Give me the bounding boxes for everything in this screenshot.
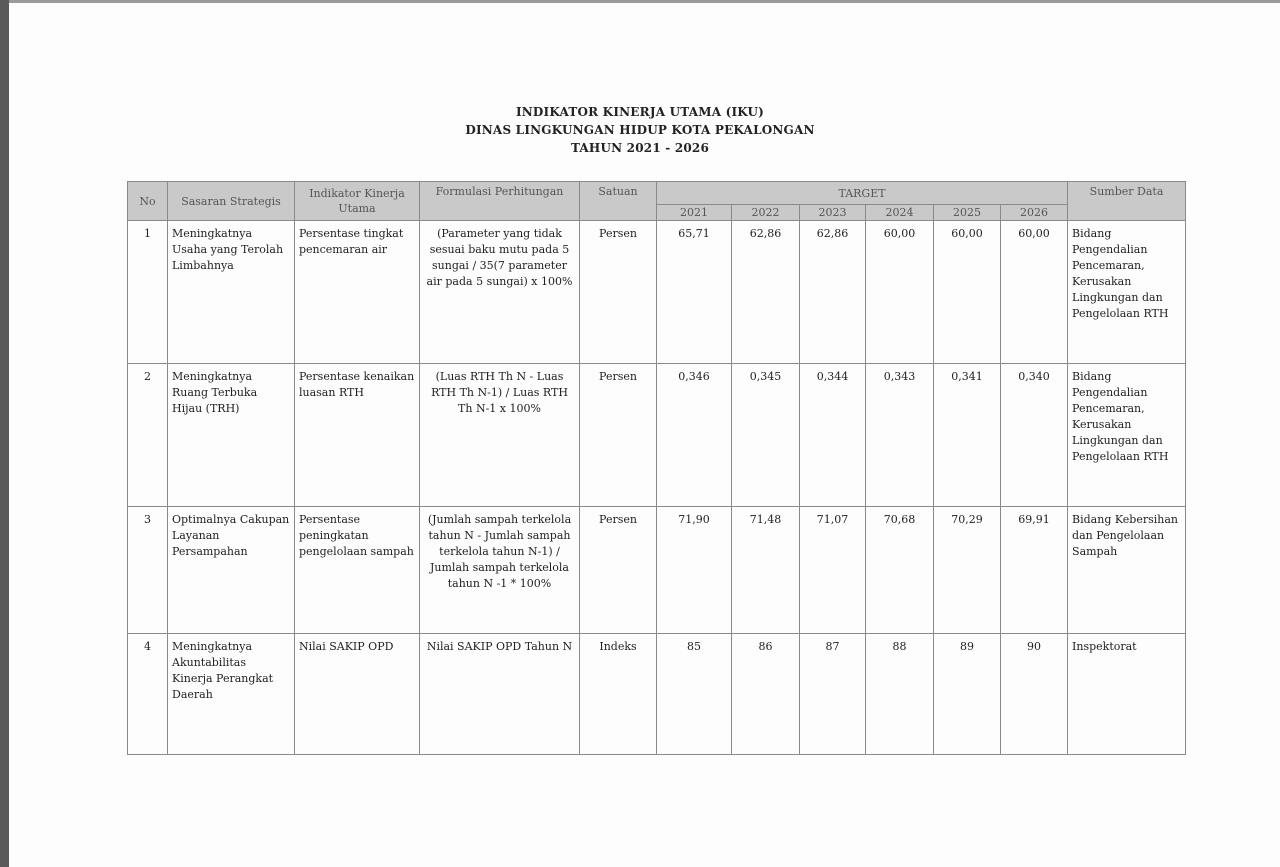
cell-target-2026: 0,340 — [1001, 364, 1068, 507]
cell-no: 1 — [128, 221, 168, 364]
iku-table — [127, 181, 1186, 755]
title-line-1: INDIKATOR KINERJA UTAMA (IKU) — [515, 105, 765, 119]
cell-no: 4 — [128, 634, 168, 755]
document-title — [0, 103, 1280, 157]
cell-sumber: Inspektorat — [1068, 634, 1186, 755]
cell-sasaran: Meningkatnya Ruang Terbuka Hijau (TRH) — [168, 364, 295, 507]
cell-sasaran: Meningkatnya Usaha yang Terolah Limbahnya — [168, 221, 295, 364]
header-year-2025: 2025 — [934, 205, 1001, 221]
cell-no: 2 — [128, 364, 168, 507]
header-target: TARGET — [657, 182, 1068, 205]
cell-formulasi: (Jumlah sampah terkelola tahun N - Jumlah sampah terkelola tahun N-1) / Jumlah sampah terkelola tahun N -1 * 100% — [420, 507, 580, 634]
header-sumber: Sumber Data — [1068, 182, 1186, 221]
cell-sumber: Bidang Pengendalian Pencemaran, Kerusakan Lingkungan dan Pengelolaan RTH — [1068, 364, 1186, 507]
cell-target-2024: 0,343 — [866, 364, 934, 507]
header-year-2023: 2023 — [800, 205, 866, 221]
cell-indikator: Persentase peningkatan pengelolaan sampah — [295, 507, 420, 634]
cell-target-2024: 88 — [866, 634, 934, 755]
cell-target-2024: 60,00 — [866, 221, 934, 364]
header-no: No — [128, 182, 168, 221]
cell-target-2023: 87 — [800, 634, 866, 755]
table-row — [128, 364, 1186, 507]
cell-target-2021: 71,90 — [657, 507, 732, 634]
header-year-2021: 2021 — [657, 205, 732, 221]
cell-target-2025: 60,00 — [934, 221, 1001, 364]
cell-satuan: Persen — [580, 364, 657, 507]
cell-no: 3 — [128, 507, 168, 634]
cell-target-2022: 86 — [732, 634, 800, 755]
cell-indikator: Nilai SAKIP OPD — [295, 634, 420, 755]
header-year-2024: 2024 — [866, 205, 934, 221]
table-row — [128, 507, 1186, 634]
cell-target-2023: 62,86 — [800, 221, 866, 364]
cell-sasaran: Optimalnya Cakupan Layanan Persampahan — [168, 507, 295, 634]
header-satuan: Satuan — [580, 182, 657, 221]
cell-target-2026: 60,00 — [1001, 221, 1068, 364]
cell-formulasi: (Luas RTH Th N - Luas RTH Th N-1) / Luas RTH Th N-1 x 100% — [420, 364, 580, 507]
cell-target-2025: 0,341 — [934, 364, 1001, 507]
cell-satuan: Persen — [580, 507, 657, 634]
cell-target-2021: 85 — [657, 634, 732, 755]
header-row — [128, 182, 1186, 205]
header-sasaran: Sasaran Strategis — [168, 182, 295, 221]
cell-target-2021: 0,346 — [657, 364, 732, 507]
title-line-3: TAHUN 2021 - 2026 — [570, 141, 710, 155]
cell-formulasi: (Parameter yang tidak sesuai baku mutu pada 5 sungai / 35(7 parameter air pada 5 sungai) x 100% — [420, 221, 580, 364]
cell-target-2023: 71,07 — [800, 507, 866, 634]
cell-satuan: Persen — [580, 221, 657, 364]
cell-sasaran: Meningkatnya Akuntabilitas Kinerja Perangkat Daerah — [168, 634, 295, 755]
cell-sumber: Bidang Kebersihan dan Pengelolaan Sampah — [1068, 507, 1186, 634]
table-row — [128, 221, 1186, 364]
header-formulasi: Formulasi Perhitungan — [420, 182, 580, 221]
title-line-2: DINAS LINGKUNGAN HIDUP KOTA PEKALONGAN — [465, 123, 815, 137]
cell-indikator: Persentase kenaikan luasan RTH — [295, 364, 420, 507]
cell-sumber: Bidang Pengendalian Pencemaran, Kerusakan Lingkungan dan Pengelolaan RTH — [1068, 221, 1186, 364]
header-indikator: Indikator Kinerja Utama — [295, 182, 420, 221]
cell-target-2021: 65,71 — [657, 221, 732, 364]
cell-target-2022: 0,345 — [732, 364, 800, 507]
table-row — [128, 634, 1186, 755]
cell-target-2025: 70,29 — [934, 507, 1001, 634]
header-year-2026: 2026 — [1001, 205, 1068, 221]
cell-formulasi: Nilai SAKIP OPD Tahun N — [420, 634, 580, 755]
cell-target-2026: 90 — [1001, 634, 1068, 755]
cell-indikator: Persentase tingkat pencemaran air — [295, 221, 420, 364]
header-year-2022: 2022 — [732, 205, 800, 221]
cell-target-2026: 69,91 — [1001, 507, 1068, 634]
cell-target-2022: 62,86 — [732, 221, 800, 364]
cell-target-2023: 0,344 — [800, 364, 866, 507]
cell-target-2024: 70,68 — [866, 507, 934, 634]
cell-target-2025: 89 — [934, 634, 1001, 755]
cell-target-2022: 71,48 — [732, 507, 800, 634]
cell-satuan: Indeks — [580, 634, 657, 755]
